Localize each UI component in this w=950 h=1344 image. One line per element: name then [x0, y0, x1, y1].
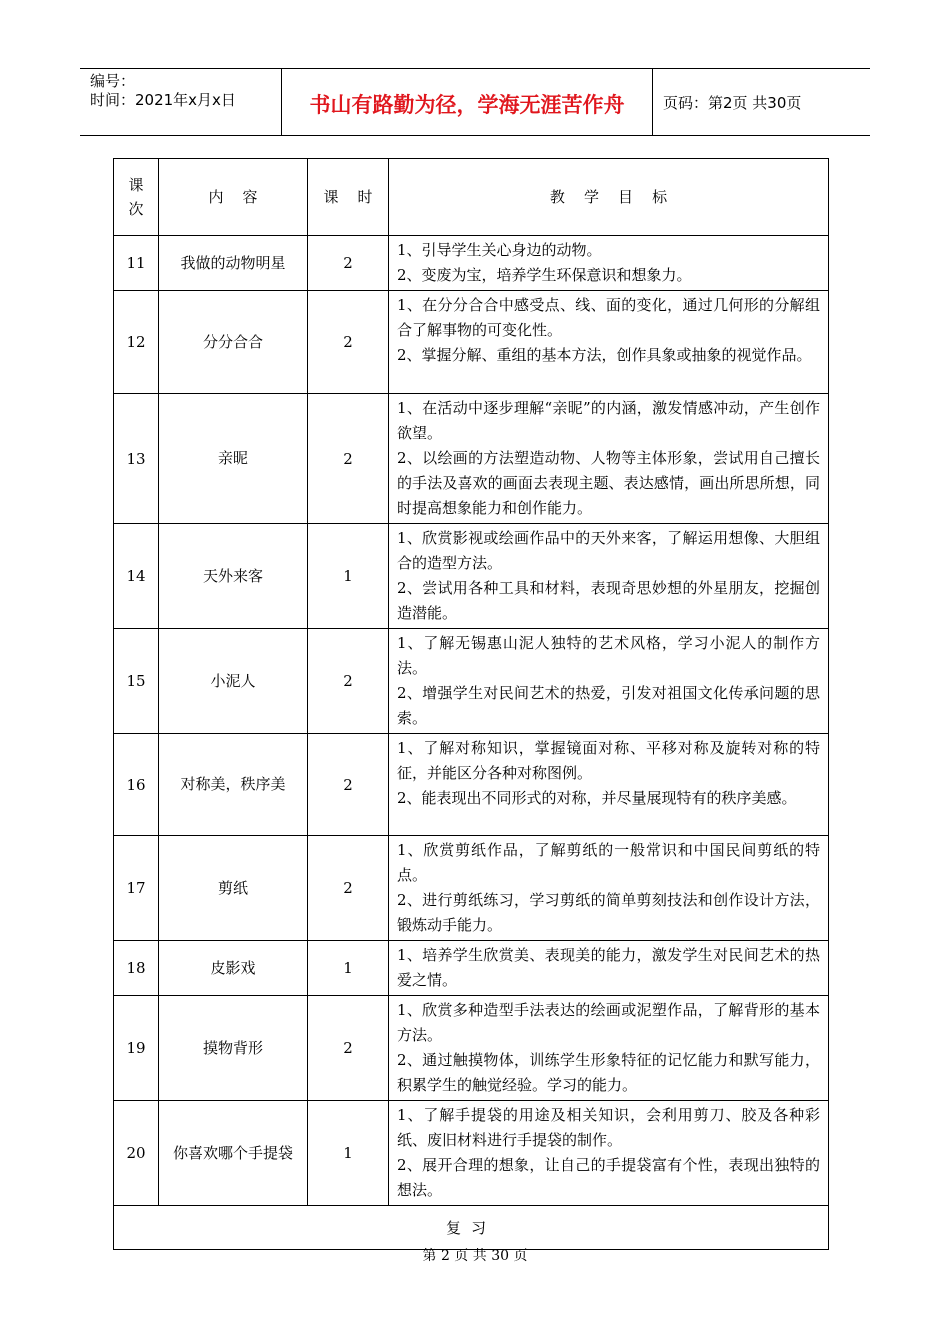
goal-item: 1、欣赏剪纸作品，了解剪纸的一般常识和中国民间剪纸的特点。	[397, 841, 820, 884]
header-meta	[80, 69, 282, 135]
lesson-number: 19	[114, 996, 159, 1101]
goal-item: 2、掌握分解、重组的基本方法，创作具象或抽象的视觉作品。	[397, 346, 812, 364]
table-row	[114, 941, 829, 996]
lesson-goals	[389, 1101, 829, 1206]
table-row	[114, 996, 829, 1101]
lesson-hours: 2	[308, 394, 389, 524]
page-footer: 第 2 页 共 30 页	[422, 1248, 528, 1264]
table-body	[114, 236, 829, 1206]
lesson-title: 摸物背形	[159, 996, 308, 1101]
goal-item: 2、能表现出不同形式的对称，并尽量展现特有的秩序美感。	[397, 789, 797, 807]
lesson-hours: 2	[308, 291, 389, 394]
lesson-goals	[389, 996, 829, 1101]
time-label: 时间：2021年x月x日	[90, 91, 236, 109]
lesson-number: 16	[114, 734, 159, 836]
goal-item: 1、培养学生欣赏美、表现美的能力，激发学生对民间艺术的热爱之情。	[397, 946, 820, 989]
lesson-hours: 1	[308, 524, 389, 629]
goal-item: 1、了解手提袋的用途及相关知识，会利用剪刀、胶及各种彩纸、废旧材料进行手提袋的制作。	[397, 1106, 820, 1149]
lesson-goals	[389, 236, 829, 291]
header-motto: 书山有路勤为径，学海无涯苦作舟	[282, 69, 653, 135]
goal-item: 2、增强学生对民间艺术的热爱，引发对祖国文化传承问题的思索。	[397, 684, 820, 727]
goal-item: 2、展开合理的想象，让自己的手提袋富有个性，表现出独特的想法。	[397, 1156, 820, 1199]
table-row	[114, 524, 829, 629]
table-row	[114, 291, 829, 394]
goal-item: 1、了解无锡惠山泥人独特的艺术风格，学习小泥人的制作方法。	[397, 634, 820, 677]
goal-item: 2、变废为宝，培养学生环保意识和想象力。	[397, 266, 692, 284]
lesson-number: 11	[114, 236, 159, 291]
page-header	[80, 68, 870, 136]
table-row	[114, 836, 829, 941]
goal-item: 2、尝试用各种工具和材料，表现奇思妙想的外星朋友，挖掘创造潜能。	[397, 579, 820, 622]
table-row	[114, 394, 829, 524]
header-hours: 课 时	[308, 159, 389, 236]
lesson-goals	[389, 524, 829, 629]
lesson-title: 亲昵	[159, 394, 308, 524]
header-lesson-number: 课 次	[114, 159, 159, 236]
lesson-title: 分分合合	[159, 291, 308, 394]
goal-item: 1、在分分合合中感受点、线、面的变化，通过几何形的分解组合了解事物的可变化性。	[397, 296, 820, 339]
lesson-plan-table	[113, 158, 829, 1250]
goal-item: 2、以绘画的方法塑造动物、人物等主体形象，尝试用自己擅长的手法及喜欢的画面去表现主题、表达感情，画出所思所想，同时提高想象能力和创作能力。	[397, 449, 820, 517]
goal-item: 1、引导学生关心身边的动物。	[397, 241, 602, 259]
lesson-title: 我做的动物明星	[159, 236, 308, 291]
lesson-title: 天外来客	[159, 524, 308, 629]
goal-item: 2、通过触摸物体，训练学生形象特征的记忆能力和默写能力，积累学生的触觉经验。学习的能力。	[397, 1051, 820, 1094]
table-row	[114, 629, 829, 734]
lesson-number: 20	[114, 1101, 159, 1206]
lesson-goals	[389, 394, 829, 524]
review-cell: 复习	[114, 1206, 829, 1250]
lesson-goals	[389, 291, 829, 394]
lesson-title: 对称美，秩序美	[159, 734, 308, 836]
lesson-hours: 2	[308, 734, 389, 836]
lesson-number: 15	[114, 629, 159, 734]
goal-item: 1、了解对称知识，掌握镜面对称、平移对称及旋转对称的特征，并能区分各种对称图例。	[397, 739, 820, 782]
lesson-hours: 2	[308, 996, 389, 1101]
goal-item: 2、进行剪纸练习，学习剪纸的简单剪刻技法和创作设计方法，锻炼动手能力。	[397, 891, 820, 934]
lesson-hours: 2	[308, 236, 389, 291]
serial-label: 编号：	[90, 72, 136, 90]
lesson-goals	[389, 629, 829, 734]
table-header-row	[114, 159, 829, 236]
lesson-hours: 1	[308, 941, 389, 996]
lesson-title: 小泥人	[159, 629, 308, 734]
lesson-title: 皮影戏	[159, 941, 308, 996]
goal-item: 1、欣赏多种造型手法表达的绘画或泥塑作品，了解背形的基本方法。	[397, 1001, 820, 1044]
header-goals: 教 学 目 标	[389, 159, 829, 236]
lesson-hours: 2	[308, 629, 389, 734]
lesson-number: 13	[114, 394, 159, 524]
goal-item: 1、在活动中逐步理解“亲昵”的内涵，激发情感冲动，产生创作欲望。	[397, 399, 820, 442]
lesson-goals	[389, 941, 829, 996]
goal-item: 1、欣赏影视或绘画作品中的天外来客，了解运用想像、大胆组合的造型方法。	[397, 529, 820, 572]
lesson-number: 12	[114, 291, 159, 394]
review-row	[114, 1206, 829, 1250]
lesson-goals	[389, 734, 829, 836]
lesson-number: 18	[114, 941, 159, 996]
lesson-hours: 2	[308, 836, 389, 941]
table-row	[114, 236, 829, 291]
lesson-number: 17	[114, 836, 159, 941]
lesson-title: 剪纸	[159, 836, 308, 941]
lesson-title: 你喜欢哪个手提袋	[159, 1101, 308, 1206]
table-row	[114, 734, 829, 836]
lesson-number: 14	[114, 524, 159, 629]
table-row	[114, 1101, 829, 1206]
header-page-label: 页码：第2页 共30页	[663, 93, 802, 112]
lesson-hours: 1	[308, 1101, 389, 1206]
lesson-goals	[389, 836, 829, 941]
header-content: 内 容	[159, 159, 308, 236]
